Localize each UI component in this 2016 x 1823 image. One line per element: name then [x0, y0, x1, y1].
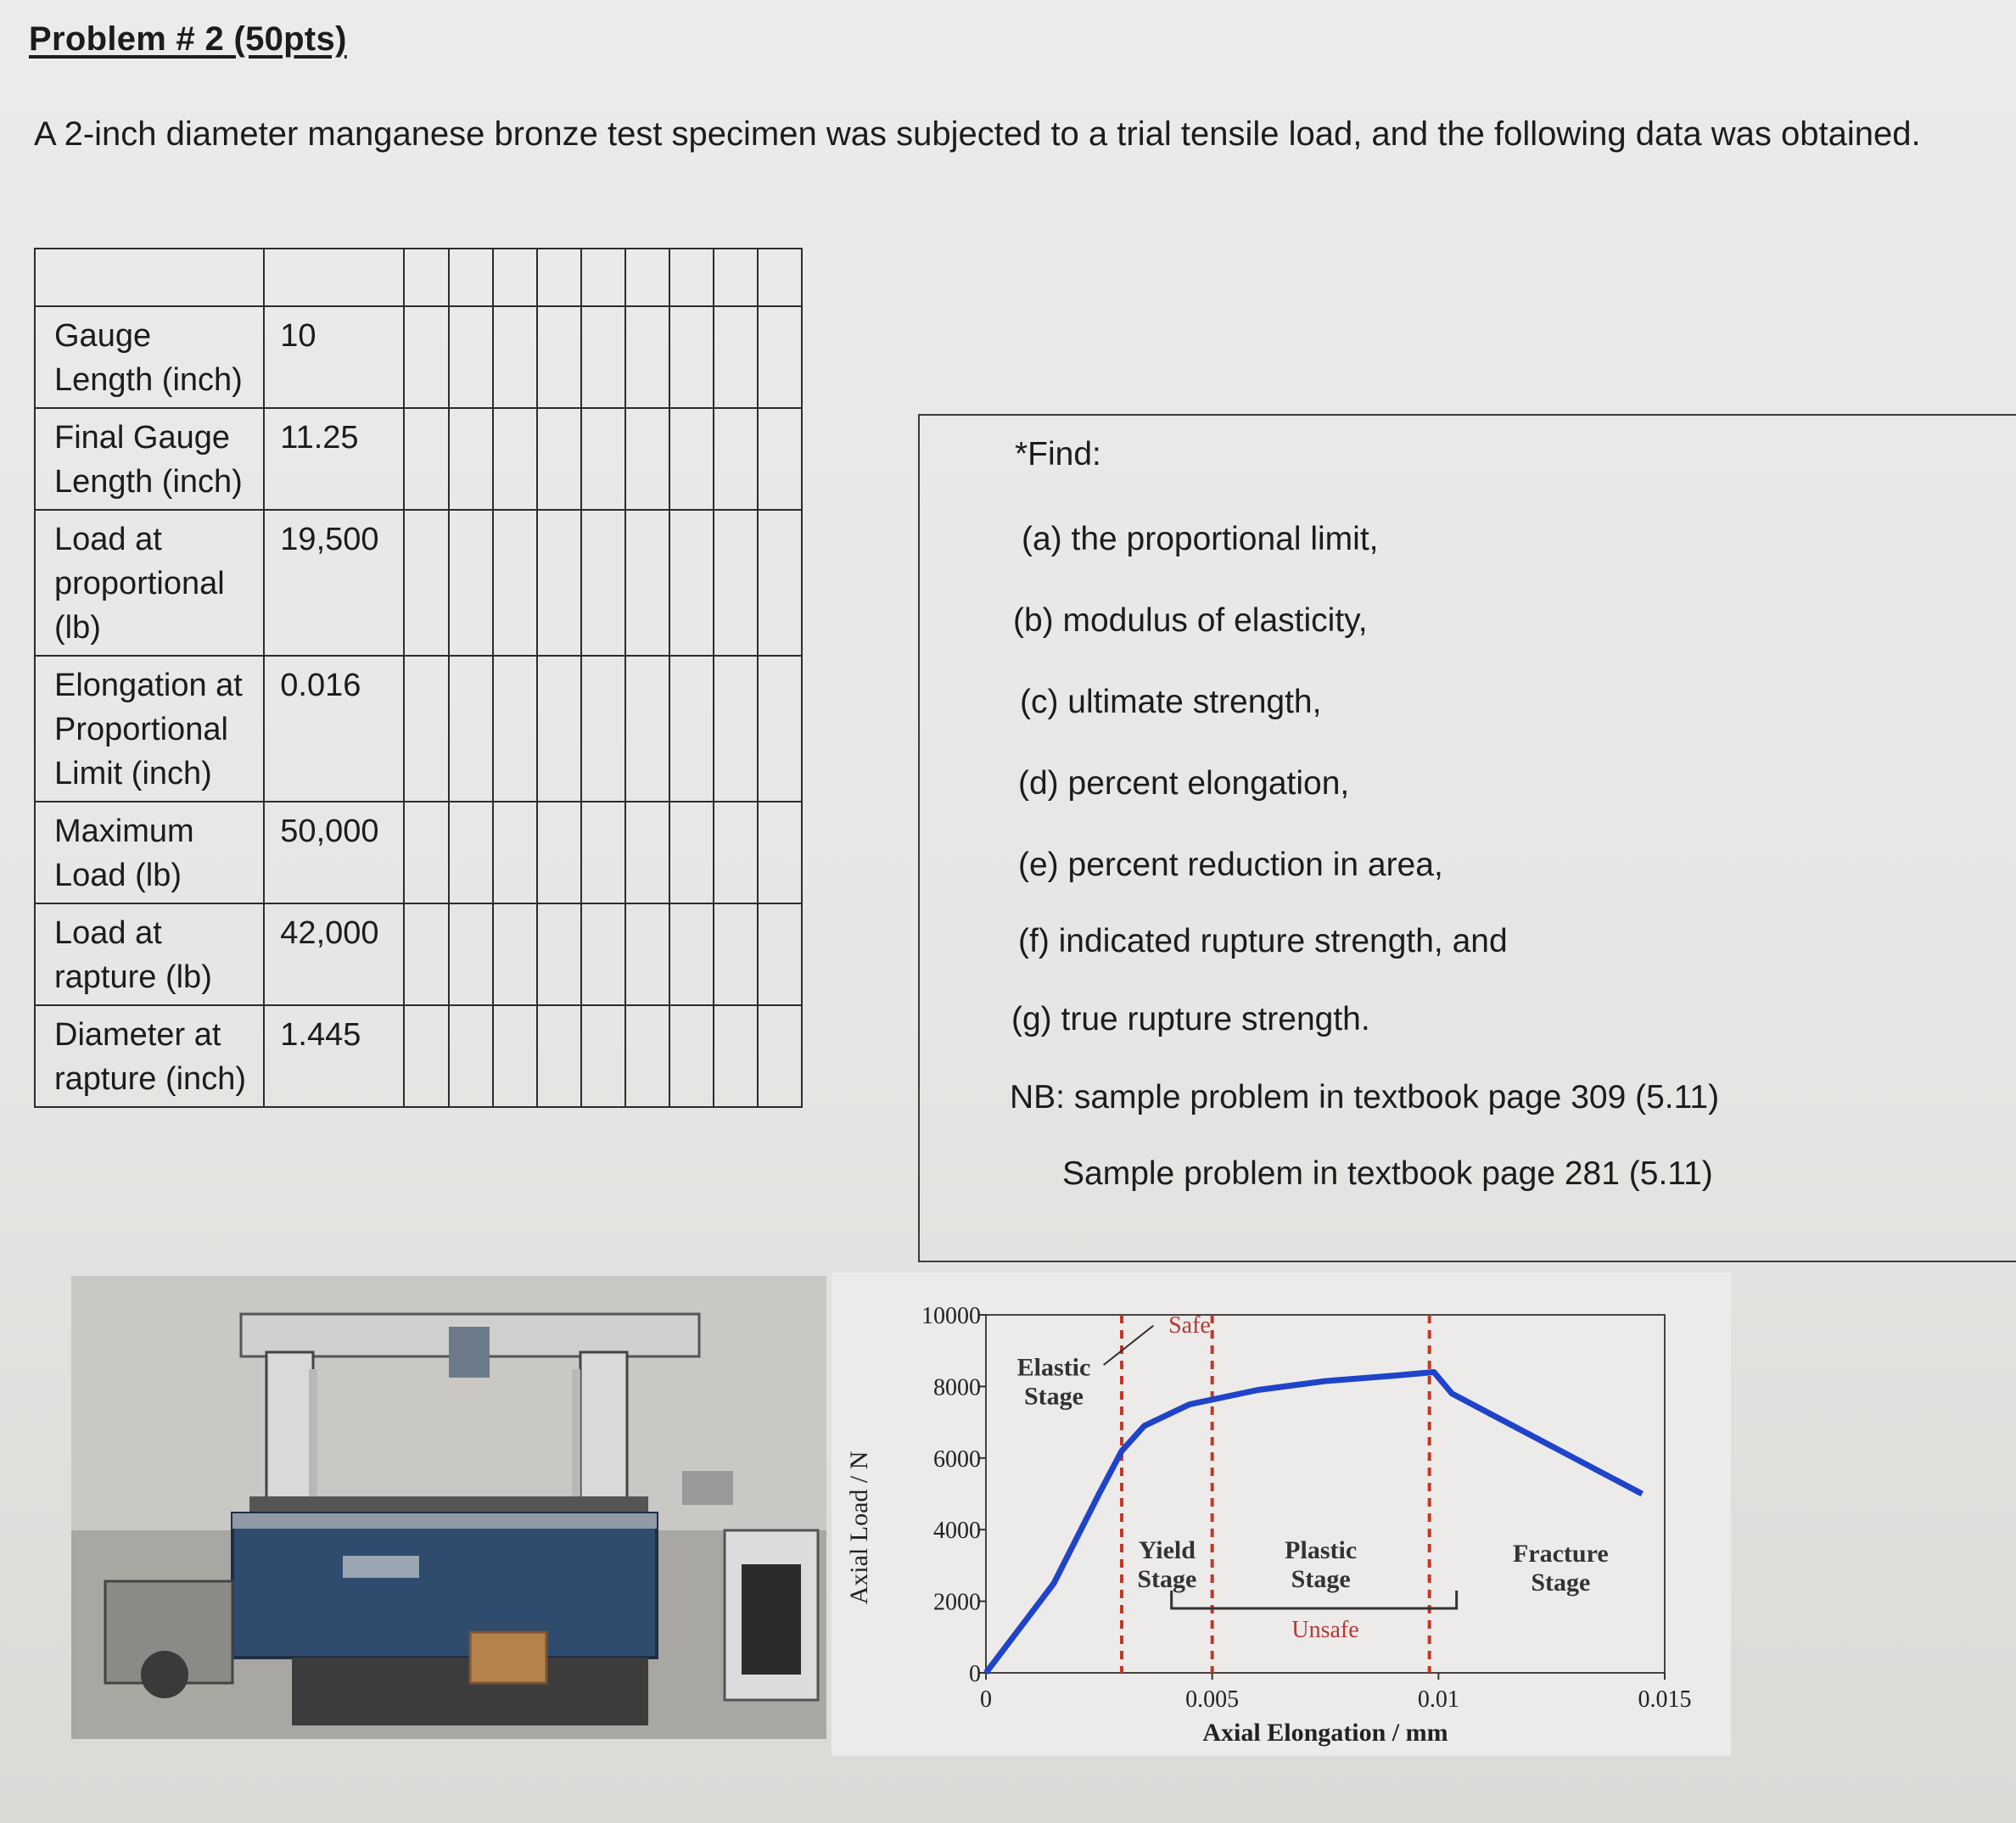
row-value: 0.016	[264, 656, 404, 802]
find-box	[918, 414, 2016, 1262]
row-label: Elongation at Proportional Limit (inch)	[35, 656, 264, 802]
x-tick-label: 0.01	[1417, 1686, 1459, 1713]
find-note-2: Sample problem in textbook page 281 (5.11)	[1062, 1155, 1713, 1192]
stage-label: Fracture Stage	[1512, 1540, 1609, 1597]
y-tick-label: 10000	[921, 1303, 981, 1329]
row-label: Gauge Length (inch)	[35, 306, 264, 408]
find-item-f: (f) indicated rupture strength, and	[1018, 923, 1508, 959]
load-elongation-chart	[832, 1272, 1731, 1756]
table-row	[35, 903, 802, 1005]
x-tick-label: 0.005	[1185, 1686, 1240, 1713]
table-row	[35, 656, 802, 802]
y-tick-label: 8000	[933, 1374, 981, 1401]
find-item-a: (a) the proportional limit,	[1022, 521, 1379, 557]
table-row	[35, 306, 802, 408]
table-body	[35, 249, 802, 1107]
chart-background	[832, 1272, 1731, 1756]
problem-statement: A 2-inch diameter manganese bronze test specimen was subjected to a trial tensile load, and the following data was obtained.	[34, 115, 1921, 153]
row-label: Maximum Load (lb)	[35, 802, 264, 903]
row-label: Load at rapture (lb)	[35, 903, 264, 1005]
row-value: 10	[264, 306, 404, 408]
testing-machine-photo	[71, 1276, 826, 1739]
table-header-row	[35, 249, 802, 306]
row-value: 1.445	[264, 1005, 404, 1107]
annotation-unsafe: Unsafe	[1291, 1616, 1359, 1643]
y-tick-label: 2000	[933, 1589, 981, 1616]
x-axis-title: Axial Elongation / mm	[1202, 1719, 1448, 1747]
find-heading: *Find:	[1015, 436, 1101, 473]
y-tick-label: 0	[969, 1661, 981, 1687]
table-row	[35, 510, 802, 656]
y-axis-title: Axial Load / N	[845, 1451, 873, 1605]
row-value: 19,500	[264, 510, 404, 656]
table-row	[35, 802, 802, 903]
table-row	[35, 1005, 802, 1107]
find-item-c: (c) ultimate strength,	[1020, 684, 1322, 720]
find-note-1: NB: sample problem in textbook page 309 (5.11)	[1010, 1079, 1720, 1116]
y-tick-label: 6000	[933, 1446, 981, 1473]
row-label: Final Gauge Length (inch)	[35, 408, 264, 510]
row-value: 11.25	[264, 408, 404, 510]
annotation-safe: Safe	[1168, 1312, 1211, 1339]
row-label: Load at proportional (lb)	[35, 510, 264, 656]
data-table	[34, 248, 803, 1108]
row-value: 42,000	[264, 903, 404, 1005]
find-item-d: (d) percent elongation,	[1018, 765, 1350, 802]
find-item-e: (e) percent reduction in area,	[1018, 847, 1443, 883]
stage-label: Plastic Stage	[1285, 1535, 1358, 1593]
y-tick-label: 4000	[933, 1518, 981, 1545]
find-item-b: (b) modulus of elasticity,	[1013, 602, 1368, 639]
problem-title: Problem # 2 (50pts)	[29, 20, 347, 58]
table-row	[35, 408, 802, 510]
find-item-g: (g) true rupture strength.	[1011, 1001, 1370, 1037]
x-tick-label: 0.015	[1638, 1686, 1692, 1713]
row-value: 50,000	[264, 802, 404, 903]
row-label: Diameter at rapture (inch)	[35, 1005, 264, 1107]
x-tick-label: 0	[980, 1686, 992, 1713]
stage-label: Yield Stage	[1137, 1535, 1197, 1593]
stage-label: Elastic Stage	[1016, 1353, 1091, 1411]
